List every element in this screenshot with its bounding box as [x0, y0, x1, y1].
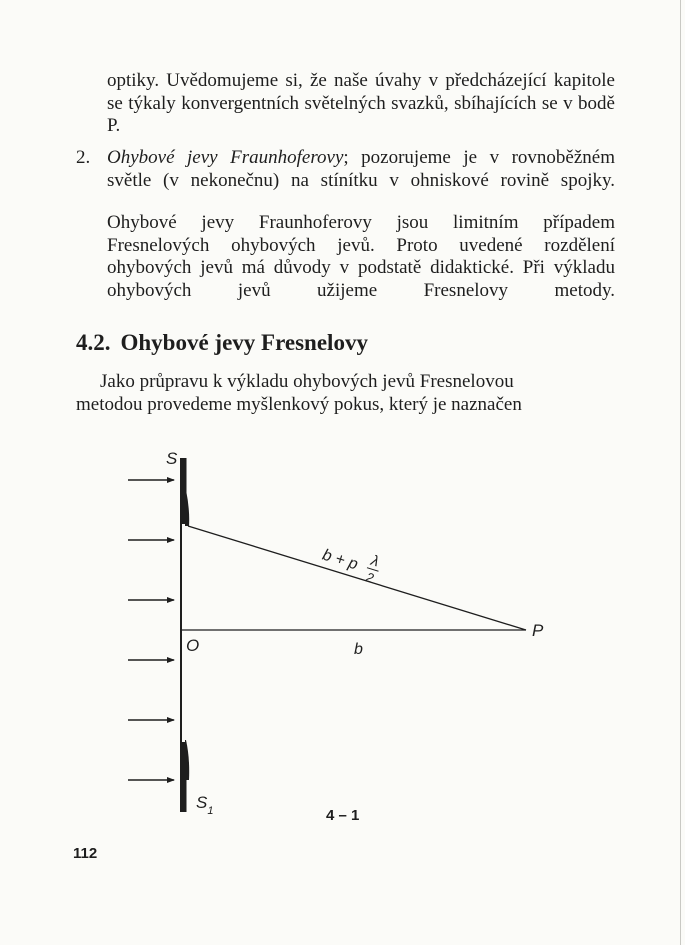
incoming-arrows — [128, 480, 174, 780]
diffraction-figure — [100, 440, 560, 840]
label-b: b — [354, 641, 363, 658]
label-S1: $S_1$ — [196, 793, 214, 817]
lower-screen-edge — [185, 740, 189, 780]
list-item-number: 2. — [76, 147, 91, 168]
intro-paragraph — [76, 371, 615, 416]
section-heading — [76, 329, 368, 357]
list-item-term: Ohybové jevy Fraunhoferovy — [107, 147, 344, 168]
page-number: 112 — [73, 845, 98, 862]
intro-line-2: metodou provedeme myšlenkový pokus, který je naznačen — [76, 393, 522, 415]
section-title: Ohybové jevy Fresnelovy — [120, 330, 368, 355]
figure-caption: 4 – 1 — [326, 807, 360, 824]
label-S: S — [166, 449, 178, 468]
list-item-body: ; pozorujeme je v rovnoběžném světle (v nekonečnu) na stínítku v ohniskové rovině spojky. — [107, 147, 615, 191]
upper-screen-edge — [185, 490, 189, 526]
label-O: O — [186, 636, 200, 655]
list-item-text — [107, 147, 615, 192]
slanted-ray — [188, 526, 526, 630]
conclusion-paragraph: Ohybové jevy Fraunhoferovy jsou limitním případem Fresnelových ohybových jevů. Proto uvedené rozdělení ohybových jevů má důvody v podstatě didaktické. Při výkladu ohybových jevů užijeme Fresnelovy metody. — [107, 212, 615, 301]
intro-line-1: Jako průpravu k výkladu ohybových jevů Fresnelovou — [100, 371, 514, 392]
label-lambda: λ — [368, 552, 381, 571]
label-S1-subscript: 1 — [207, 805, 214, 817]
label-path-difference: b + p — [320, 546, 360, 574]
lead-paragraph: optiky. Uvědomujeme si, že naše úvahy v předcházející kapitole se týkaly konvergentních světelných svazků, sbíhajících se v bodě P. — [107, 70, 615, 136]
label-P: P — [532, 621, 544, 640]
section-number: 4.2. — [76, 330, 111, 355]
label-two: 2 — [364, 569, 376, 586]
page-edge — [680, 0, 681, 945]
